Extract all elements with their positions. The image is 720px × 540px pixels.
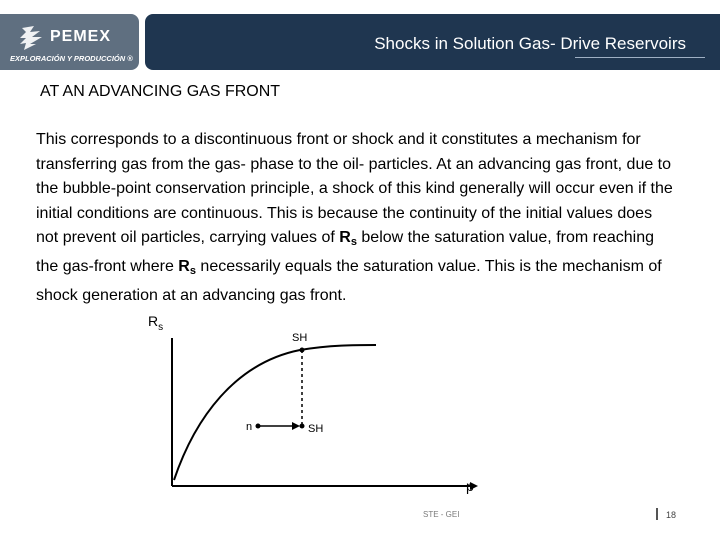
y-axis-label-sub: s: [158, 322, 164, 333]
rs-symbol-1: [339, 229, 357, 249]
page-number: 18: [666, 510, 677, 520]
pemex-logo: [0, 14, 139, 70]
logo-subtitle: EXPLORACIÓN Y PRODUCCIÓN ®: [10, 54, 133, 63]
logo-name: PEMEX: [50, 28, 112, 45]
start-point-label: n: [246, 421, 253, 433]
rs-sub-2: s: [189, 264, 196, 277]
header-underline: [575, 57, 705, 58]
rs-main-1: R: [339, 229, 351, 247]
section-heading: AT AN ADVANCING GAS FRONT: [40, 83, 281, 100]
footer-label: STE - GEI: [423, 510, 460, 519]
x-axis-label: p: [466, 478, 474, 494]
upper-point-marker: [300, 348, 305, 353]
lower-shock-label: SH: [308, 423, 324, 435]
page-title: Shocks in Solution Gas- Drive Reservoirs: [374, 34, 686, 53]
start-point-marker: [256, 424, 261, 429]
lower-point-marker: [300, 424, 305, 429]
body-text-part3: necessarily equals the saturation value. This is the mechanism of shock generation at an advancing gas front.: [36, 257, 662, 304]
pemex-eagle-icon: [16, 24, 46, 57]
header-banner: [145, 14, 720, 70]
body-paragraph: [36, 128, 676, 308]
shock-diagram: [140, 308, 490, 508]
rs-main-2: R: [178, 257, 190, 275]
body-text-part2: below the saturation value, from reaching the gas-front where: [36, 229, 655, 275]
body-text-part1: This corresponds to a discontinuous front or shock and it constitutes a mechanism for transferring gas from the gas- phase to the oil- particles. At an advancing gas front, due to the bubble-point conservation principle, a shock of this kind generally will occur even if the initial conditions are continuous. This is because the continuity of the initial values does not prevent oil particles, carrying values of: [36, 131, 673, 247]
footer-divider: [656, 508, 658, 520]
diagram-background: [140, 308, 490, 508]
upper-shock-label: SH: [292, 332, 308, 344]
y-axis-label-main: R: [148, 313, 159, 329]
rs-sub-1: s: [350, 236, 357, 249]
rs-symbol-2: [178, 258, 196, 275]
